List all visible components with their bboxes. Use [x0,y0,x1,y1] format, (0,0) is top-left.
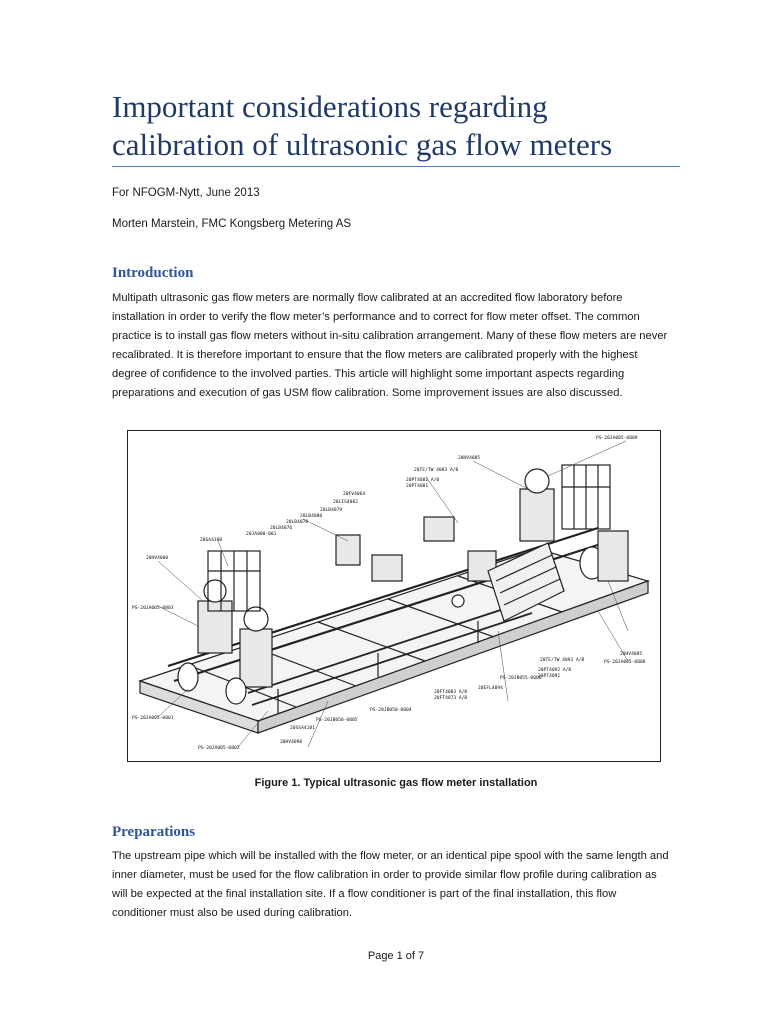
figure-label: 20PT4082 A/B [406,478,440,483]
figure-label: 20HV4085 [458,456,481,461]
figure-label: PS-20JB055-0006 [500,676,542,681]
figure-label: PS-20JA005-0809 [596,436,638,441]
section-heading-preparations: Preparations [112,824,196,840]
figure-label: 20LB4076 [270,526,293,531]
figure-label: 20LB4080 [300,514,323,519]
figure-label: 20TE/TW 4093 A/B [540,658,585,663]
figure-label: 20HV4090 [280,740,303,745]
figure-label: 20FT4073 A/B [434,696,468,701]
figure-caption: Figure 1. Typical ultrasonic gas flow meter installation [254,777,538,789]
figure-label: 20FV4064 [343,492,366,497]
figure-label: 20JA000-001 [246,532,277,537]
document-subtitle: For NFOGM-Nytt, June 2013 [112,187,260,199]
figure-label: PS-20JA005-0803 [132,606,174,611]
title-underline [112,166,680,167]
document-author: Morten Marstein, FMC Kongsberg Metering AS [112,218,352,230]
section-paragraph-introduction: Multipath ultrasonic gas flow meters are normally flow calibrated at an accredited flow laboratory before installation in order to verify the flow meter’s performance and to correct for flow meter offset. The common practice is to install gas flow meters without in-situ calibration arrangement. Many of these flow meters are never recalibrated. It is therefore important to ensure that the flow meters are calibrated properly with the highest degree of confidence to the involved parties. This article will highlight some important aspects regarding preparations and execution of gas USM flow calibration. Some improvement issues are also discussed. [112,292,668,399]
figure-1 [127,430,661,762]
figure-label: 20SA4180 [200,538,223,543]
figure-label: 20HV4080 [146,556,169,561]
section-paragraph-preparations: The upstream pipe which will be installed with the flow meter, or an identical pipe spool with the same length and inner diameter, must be used for the flow calibration in order to provide similar flow profile during calibration as will be expected at the final installation site. If a flow conditioner is part of the final installation, this flow conditioner must also be used during calibration. [112,850,669,919]
figure-label: PS-20JA005-0802 [198,746,240,751]
figure-label: 20LIS4082 [333,500,358,505]
figure-label: 20TE/TW 4083 A/B [414,468,459,473]
section-heading-introduction: Introduction [112,265,194,281]
figure-label: PS-20JB050-0005 [316,718,358,723]
figure-label: 20EFL4094 [478,686,503,691]
flow-meter-drawing [128,431,660,761]
figure-label: PS-20JA005-0801 [132,716,174,721]
figure-label: 20PT4092 A/B [538,668,572,673]
figure-label: 20PT4081 [406,484,429,489]
figure-label: PS-20JB050-0004 [370,708,412,713]
figure-label: 20PT4091 [538,674,561,679]
figure-label: 20HV4095 [620,652,643,657]
figure-label: PS-20JA005-0808 [604,660,646,665]
figure-label: 20FT4083 A/B [434,690,468,695]
figure-label: 20LB4078 [286,520,309,525]
figure-label: 20SSA4181 [290,726,315,731]
document-title: Important considerations regarding calibration of ultrasonic gas flow meters [112,89,613,162]
page-number: Page 1 of 7 [367,950,425,962]
figure-label: 20LB4079 [320,508,343,513]
